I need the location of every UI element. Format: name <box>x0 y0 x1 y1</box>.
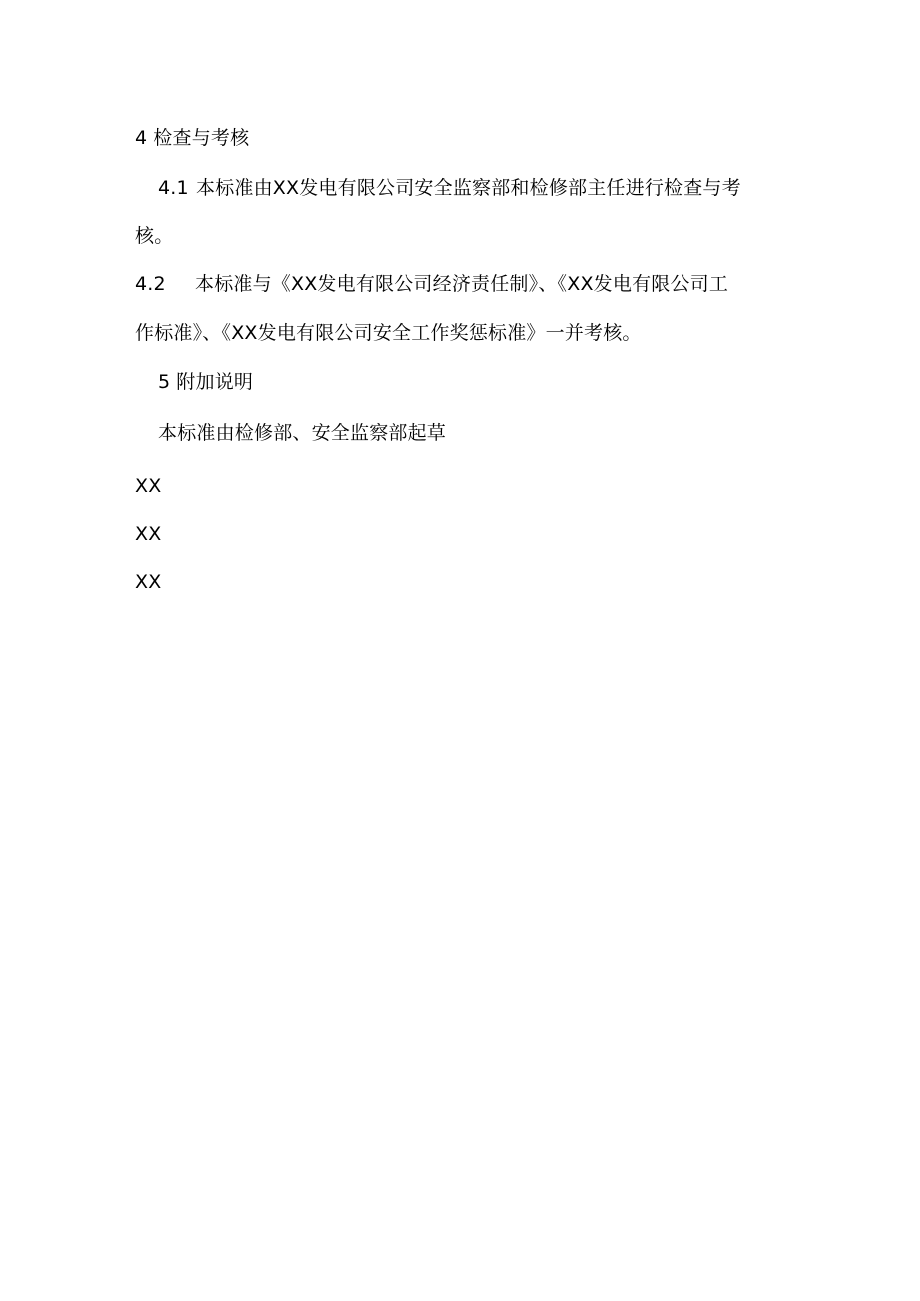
item-4-2-text-1: 本标准与《XX发电有限公司经济责任制》、《XX发电有限公司工 <box>195 273 729 295</box>
item-4-1-text-1: 本标准由XX发电有限公司安全监察部和检修部主任进行检查与考 <box>196 177 741 199</box>
signature-line-1: XX <box>135 475 162 497</box>
signature-line-3: XX <box>135 571 162 593</box>
signature-line-2: XX <box>135 523 162 545</box>
section-5-number: 5 <box>158 371 171 393</box>
drafted-by-text: 本标准由检修部、安全监察部起草 <box>158 422 447 444</box>
section-4-number: 4 <box>135 127 148 149</box>
section-5-heading <box>158 370 253 394</box>
section-4-heading <box>135 126 249 150</box>
item-4-1-line-2: 核。 <box>135 225 174 247</box>
item-4-2-number: 4.2 <box>135 273 166 295</box>
item-4-2-line-2: 作标准》、《XX发电有限公司安全工作奖惩标准》一并考核。 <box>135 322 642 344</box>
item-4-1-line-1 <box>158 176 741 200</box>
item-4-2-line-1 <box>135 272 728 296</box>
section-5-title: 附加说明 <box>176 371 254 393</box>
section-4-title: 检查与考核 <box>153 127 250 149</box>
item-4-1-number: 4.1 <box>158 177 189 199</box>
